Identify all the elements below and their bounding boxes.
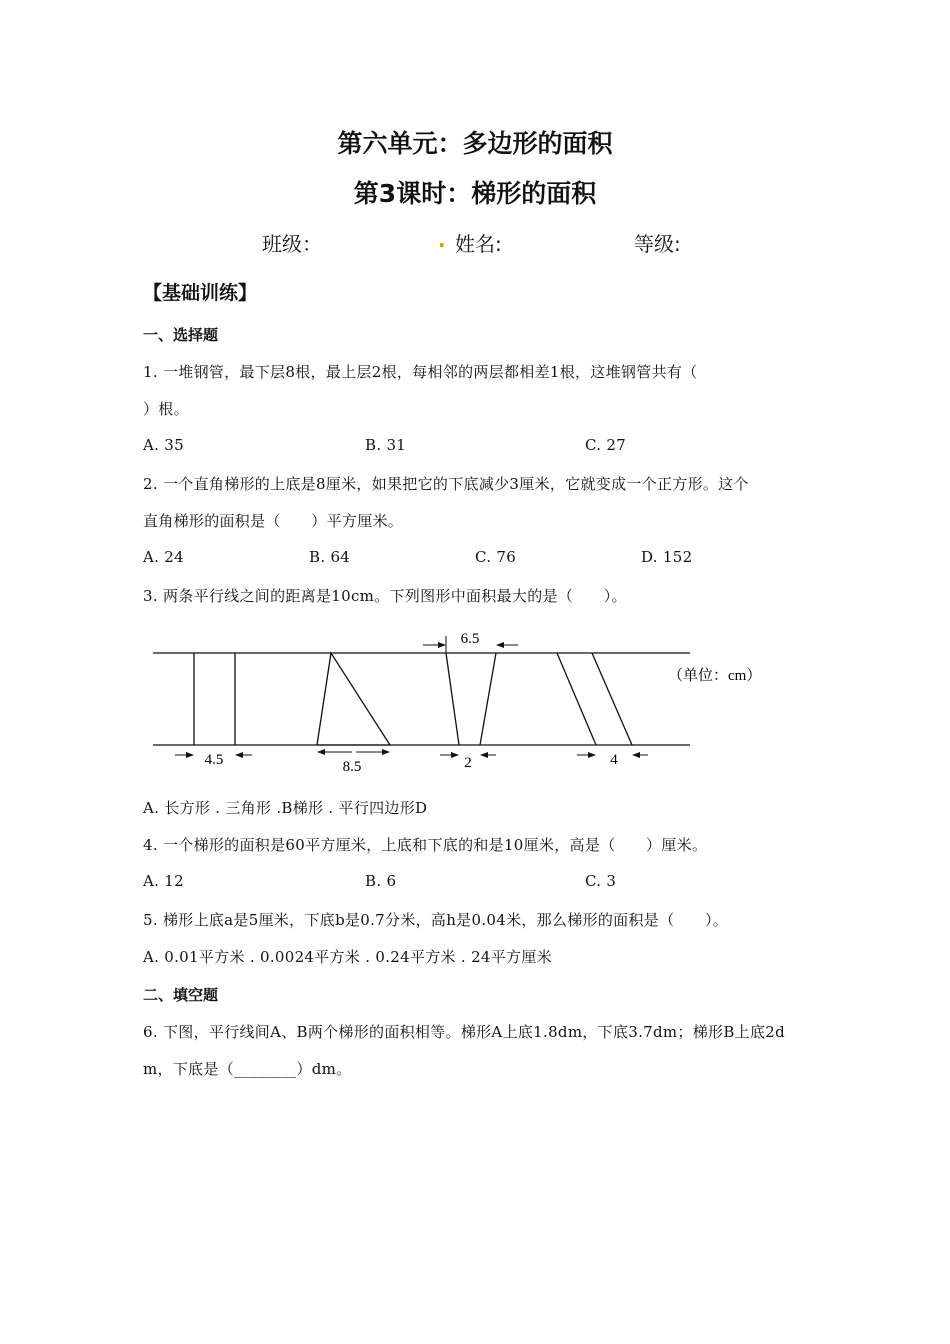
rectangle-shape: [194, 653, 235, 745]
q4-option-a: A. 12: [143, 872, 184, 890]
q5-line: 5. 梯形上底a是5厘米，下底b是0.7分米，高h是0.04米，那么梯形的面积是（ ）。: [143, 911, 729, 929]
triangle-dimension: [318, 752, 389, 775]
parallelogram-shape: [557, 653, 632, 745]
q2-option-a: A. 24: [143, 548, 184, 566]
trapezoid-bottom-dimension: [440, 755, 496, 771]
class-label: 班级：: [262, 232, 322, 256]
q3-line: 3. 两条平行线之间的距离是10cm。下列图形中面积最大的是（ ）。: [143, 587, 627, 605]
lesson-title: 第3课时：梯形的面积: [353, 179, 597, 208]
part1-heading: 一、选择题: [143, 326, 219, 344]
trapezoid-shape: [446, 653, 496, 745]
parallelogram-dimension: [577, 752, 648, 768]
q3-figure: [140, 620, 800, 780]
trapezoid-top-dimension: [423, 631, 518, 653]
q2-option-b: B. 64: [309, 548, 351, 566]
triangle-shape: [317, 653, 390, 745]
q2-line1: 2. 一个直角梯形的上底是8厘米，如果把它的下底减少3厘米，它就变成一个正方形。这个: [143, 475, 749, 493]
q2-option-c: C. 76: [475, 548, 517, 566]
parallelogram-dim-label: 4: [610, 752, 618, 768]
q5-options: A. 0.01平方米 . 0.0024平方米 . 0.24平方米 . 24平方厘米: [143, 948, 552, 966]
unit-label: （单位：cm）: [668, 668, 762, 684]
q6-line2: m，下底是（________）dm。: [143, 1060, 352, 1078]
name-label: 姓名:: [455, 232, 502, 256]
q3-options: A. 长方形 . 三角形 .B梯形 . 平行四边形D: [143, 799, 428, 817]
q1-option-a: A. 35: [143, 436, 184, 454]
q1-option-c: C. 27: [585, 436, 627, 454]
triangle-dim-label: 8.5: [342, 759, 362, 775]
separator-dot: .: [438, 228, 446, 252]
q2-line2: 直角梯形的面积是（ ）平方厘米。: [143, 512, 404, 530]
q2-option-d: D. 152: [641, 548, 693, 566]
q4-line: 4. 一个梯形的面积是60平方厘米，上底和下底的和是10厘米，高是（ ）厘米。: [143, 836, 708, 854]
section-basic-training: 【基础训练】: [143, 282, 258, 304]
q1-option-b: B. 31: [365, 436, 407, 454]
grade-label: 等级:: [634, 232, 681, 256]
trapezoid-bottom-label: 2: [464, 755, 472, 771]
rectangle-dim-label: 4.5: [204, 752, 224, 768]
q4-option-c: C. 3: [585, 872, 617, 890]
part2-heading: 二、填空题: [143, 986, 219, 1004]
q4-option-b: B. 6: [365, 872, 397, 890]
rectangle-dimension: [175, 752, 252, 768]
q1-line2: ）根。: [143, 400, 189, 418]
q1-line1: 1. 一堆钢管，最下层8根，最上层2根，每相邻的两层都相差1根，这堆钢管共有（: [143, 363, 698, 381]
trapezoid-top-label: 6.5: [460, 631, 480, 647]
q6-line1: 6. 下图，平行线间A、B两个梯形的面积相等。梯形A上底1.8dm，下底3.7dm；梯形B上底2d: [143, 1023, 785, 1041]
unit-title: 第六单元：多边形的面积: [337, 129, 613, 158]
